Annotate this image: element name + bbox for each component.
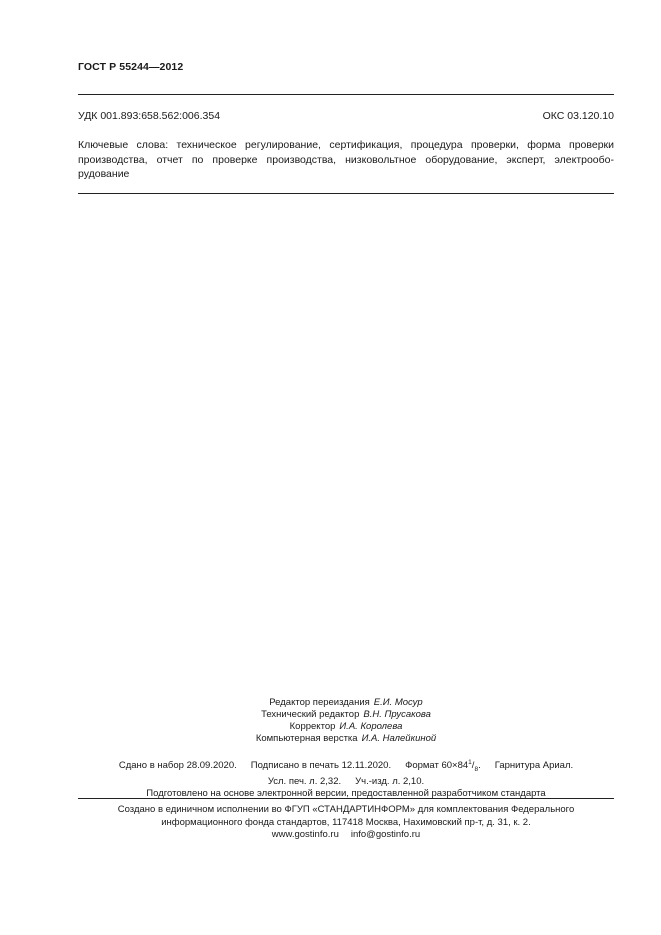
- credit-name: Е.И. Мосур: [373, 697, 423, 708]
- credit-role: Редактор переиздания: [269, 697, 370, 708]
- oks-code: ОКС 03.120.10: [542, 110, 614, 122]
- footer-line-1: Создано в единичном исполнении во ФГУП «СТАНДАРТИНФОРМ» для комплектования Федерального: [117, 804, 575, 815]
- email-link[interactable]: info@gostinfo.ru: [350, 829, 421, 840]
- credit-role: Корректор: [289, 721, 336, 732]
- print-sheets: Усл. печ. л. 2,32.: [267, 776, 342, 788]
- footer-line-2: информационного фонда стандартов, 117418 Москва, Нахимовский пр-т, д. 31, к. 2.: [161, 816, 531, 828]
- keywords-divider: [78, 193, 614, 194]
- top-divider: [78, 94, 614, 95]
- typeface: Гарнитура Ариал.: [494, 760, 574, 772]
- credit-name: И.А. Налейкиной: [361, 733, 437, 744]
- paper-format: Формат $60\times 84^1/_8$.: [405, 759, 481, 774]
- credit-name: В.Н. Прусакова: [363, 709, 431, 720]
- print-info-block: [78, 757, 614, 800]
- document-code: ГОСТ Р 55244—2012: [78, 61, 184, 73]
- credit-line: [78, 721, 614, 733]
- publisher-footer: [78, 804, 614, 842]
- credit-line: [78, 709, 614, 721]
- udk-code: УДК 001.893:658.562:006.354: [78, 110, 221, 122]
- credit-role: Компьютерная верстка: [255, 733, 358, 744]
- website-link[interactable]: www.gostinfo.ru: [271, 829, 339, 840]
- credits-block: [78, 697, 614, 745]
- prepared-note: Подготовлено на основе электронной версии, предоставленной разработчиком стандарта: [146, 788, 546, 800]
- signed-date: Подписано в печать 12.11.2020.: [250, 760, 392, 772]
- credit-name: И.А. Королева: [339, 721, 403, 732]
- publisher-sheets: Уч.-изд. л. 2,10.: [355, 776, 425, 788]
- footer-contacts: [78, 829, 614, 842]
- keywords-paragraph: Ключевые слова: техническое регулирование, сертификация, процедура проверки, форма проверки производства, отчет по проверке производства, низковольтное оборудование, эксперт, электрообо-рудование: [78, 139, 614, 180]
- credit-line: [78, 697, 614, 709]
- typeset-date: Сдано в набор 28.09.2020.: [118, 760, 237, 772]
- print-info-line-2: [78, 776, 614, 788]
- credit-line: [78, 733, 614, 745]
- print-info-line-1: [78, 757, 614, 776]
- credit-role: Технический редактор: [261, 709, 360, 720]
- footer-divider: [78, 798, 614, 799]
